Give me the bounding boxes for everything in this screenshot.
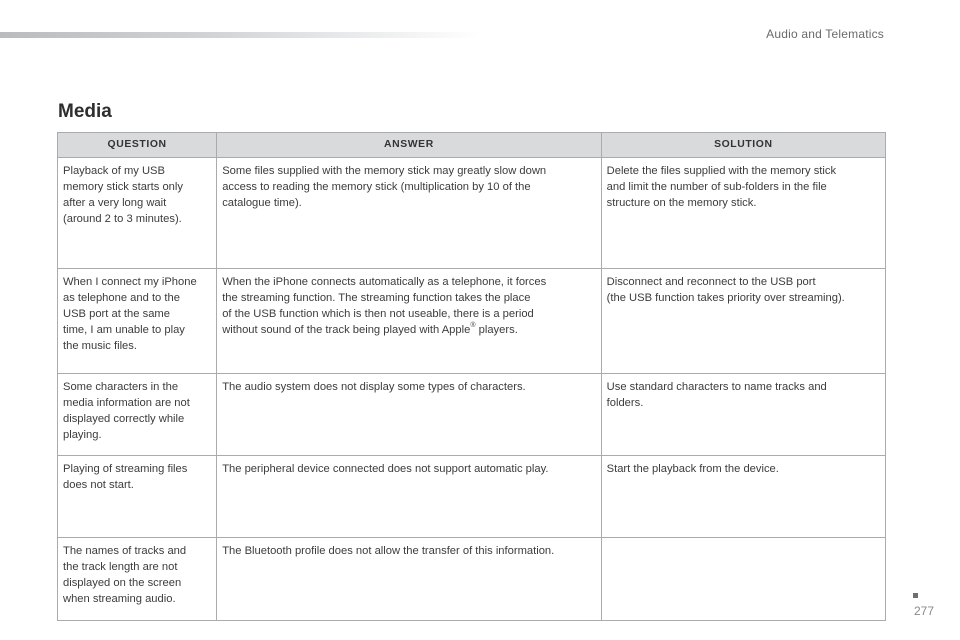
solution-cell-line: Disconnect and reconnect to the USB port [606,276,816,288]
running-header: Audio and Telematics [766,27,884,41]
answer-cell-line: catalogue time). [222,197,302,209]
question-cell-line: does not start. [63,479,134,491]
solution-cell-line: structure on the memory stick. [606,197,757,209]
answer-cell-line: Some files supplied with the memory stick may greatly slow down [222,165,547,177]
header-decorative-bar [0,32,480,38]
question-cell-line: Playing of streaming files [63,463,188,475]
answer-cell-line [222,322,595,338]
answer-cell-line: The Bluetooth profile does not allow the transfer of this information. [222,545,555,557]
question-cell-line: (around 2 to 3 minutes). [63,213,182,225]
solution-cell [601,538,885,621]
answer-cell [217,456,601,538]
question-cell-line: USB port at the same [63,308,170,320]
answer-cell-line: The audio system does not display some types of characters. [222,381,526,393]
answer-cell [217,269,601,374]
section-title: Media [58,101,112,122]
table-row [58,269,886,374]
question-cell [58,538,217,621]
answer-cell-line: access to reading the memory stick (multiplication by 10 of the [222,181,531,193]
solution-cell [601,158,885,269]
column-header-solution: SOLUTION [601,133,885,158]
answer-cell-line: the streaming function. The streaming function takes the place [222,292,531,304]
table-row [58,158,886,269]
table-body [58,158,886,621]
solution-cell-line: Use standard characters to name tracks and [606,381,827,393]
question-cell-line: when streaming audio. [63,593,176,605]
solution-cell [601,456,885,538]
question-cell [58,158,217,269]
answer-cell [217,538,601,621]
answer-cell-line: When the iPhone connects automatically as a telephone, it forces [222,276,547,288]
question-cell-line: displayed correctly while [63,413,185,425]
solution-cell [601,269,885,374]
solution-cell-line: (the USB function takes priority over streaming). [606,292,845,304]
question-cell-line: The names of tracks and [63,545,187,557]
question-cell [58,456,217,538]
question-cell [58,374,217,456]
table-row [58,456,886,538]
answer-cell [217,158,601,269]
question-cell-line: the music files. [63,340,137,352]
page-marker-square [913,593,918,598]
question-cell-line: time, I am unable to play [63,324,185,336]
answer-cell [217,374,601,456]
question-cell-line: the track length are not [63,561,178,573]
column-header-question: QUESTION [58,133,217,158]
question-cell-line: displayed on the screen [63,577,182,589]
registered-trademark-mark: ® [470,322,476,330]
answer-cell-line: The peripheral device connected does not support automatic play. [222,463,549,475]
solution-cell-line: Start the playback from the device. [606,463,779,475]
question-cell-line: as telephone and to the [63,292,180,304]
table-header-row [58,133,886,158]
table-row [58,538,886,621]
answer-cell-line: of the USB function which is then not useable, there is a period [222,308,534,320]
question-cell-line: media information are not [63,397,190,409]
solution-cell-line: and limit the number of sub-folders in the file [606,181,827,193]
solution-cell [601,374,885,456]
question-cell-line: Playback of my USB [63,165,165,177]
solution-cell-line: folders. [606,397,644,409]
question-cell-line: When I connect my iPhone [63,276,197,288]
page-number: 277 [913,604,934,618]
answer-text: without sound of the track being played with Apple [222,324,471,336]
question-cell [58,269,217,374]
question-cell-line: after a very long wait [63,197,167,209]
table-row [58,374,886,456]
media-faq-table [57,132,886,621]
question-cell-line: Some characters in the [63,381,179,393]
question-cell-line: playing. [63,429,102,441]
column-header-answer: ANSWER [217,133,601,158]
solution-cell-line: Delete the files supplied with the memory stick [606,165,837,177]
answer-text-tail: players. [475,324,518,336]
question-cell-line: memory stick starts only [63,181,183,193]
